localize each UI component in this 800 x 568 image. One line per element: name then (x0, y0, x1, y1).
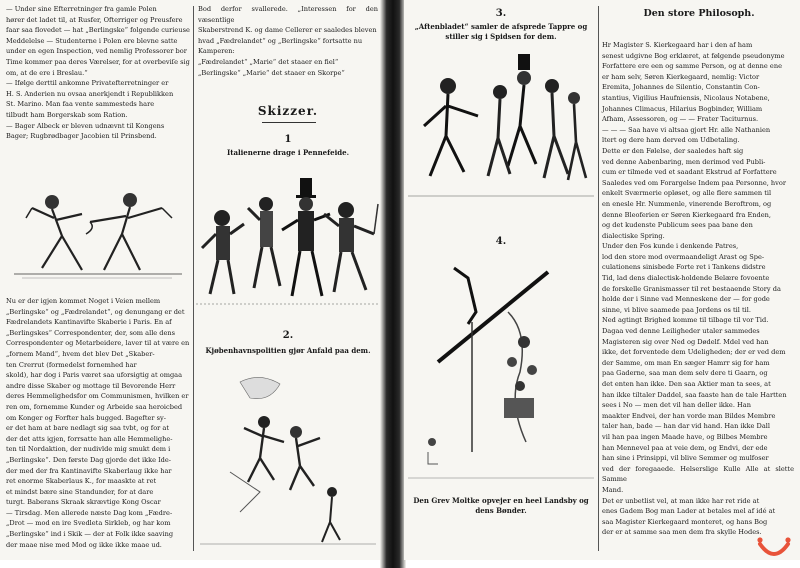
figure-3-number: 3. (495, 8, 507, 19)
police-attack-illustration (200, 362, 376, 548)
italians-marching-illustration (196, 164, 380, 312)
text-line: „Berlingske“. Den første Dag gjorde det ikke Ide- (6, 455, 172, 464)
text-line: under en egen Inspection, ved nemlig Professorer bor (6, 47, 187, 56)
text-line: der det atts igjen, forrsatte han alle Hemmelighe- (6, 434, 173, 443)
text-line: om, at de ere i Breslau.“ (6, 68, 88, 77)
moltke-scale-illustration (408, 252, 594, 490)
text-line: enkelt Sværmerie opløset, og alle flere sammen til (602, 189, 772, 198)
text-line: taler han, bade — han dar vid hand. Han ikke Dall (602, 422, 770, 431)
text-line: „Berlingske“ og „Fædrelandet“, og denungang er det (6, 307, 185, 316)
figure-2-number: 2. (282, 330, 294, 341)
text-line: — Tirsdag. Men allerede næste Dag kom „Fædre- (6, 508, 173, 517)
text-line: paa Gaderne, saa man dem selv dere ti Gaarn, og (602, 369, 768, 378)
text-line: Fædrelandets Kantinavifte Skaberie i Paris. En af (6, 318, 172, 327)
text-line: et mindst bære sine Standunder, for at dare (6, 487, 154, 496)
right-page (404, 0, 800, 560)
text-line: ret enorme Skaberlaus K., for maaskte at ret (6, 477, 157, 486)
section-title: Skizzer. (257, 104, 319, 118)
text-line: vil han paa ingen Maade have, og Bilbes Membre (602, 432, 768, 441)
text-line: Det er unbetlist vel, at man ikke har ret ride at (602, 496, 760, 505)
text-line: Meddelelse — Studenterne i Polen ere blevne satte (6, 36, 178, 45)
text-line: Tid, lad dens dialectisk-holdende Belære fovoente (602, 274, 770, 283)
text-line: og det kudenste Publicum sees paa bane den (602, 221, 753, 230)
text-line: sinne, vi blive saamede paa Jordens os til til. (602, 305, 751, 314)
text-line: der Samme, om man En sæger Hamrr sig for ham (602, 358, 770, 367)
text-line: Dagaa ved denne Leiligheder utaler sammedes (602, 327, 760, 336)
text-line: ten Crerrut (formedelst fornemhed har (6, 360, 137, 369)
text-line: Bod derfor svallerede. „Interessen for den væsentlige (198, 5, 378, 24)
figure-1-number: 1 (284, 134, 292, 145)
text-line: en enesle Hr. Nummenle, vinerende Beroftrom, og (602, 199, 772, 208)
text-line: denne Bleoferien er Søren Kierkegaard fra Enden, (602, 210, 772, 219)
text-line: — Under sine Efterretninger fra gamle Polen (6, 5, 157, 13)
text-line: faar saa flovedet — hat „Berlingske“ folgende curieuse (6, 26, 190, 35)
library-logo (756, 534, 792, 560)
left-page (0, 0, 394, 560)
text-line: han ikke tiltaler Daddel, saa faaste han de tale Hartten (602, 390, 787, 399)
article-body (602, 40, 794, 538)
text-line: er ham selv, Søren Kierkegaard, nemlig: Victor (602, 72, 760, 81)
text-line: culationens sinisbede Forte ret i Tankens didstre (602, 263, 766, 272)
text-line: om Konger og Forfter hals bugged. Bagefter sy- (6, 413, 166, 422)
text-line: ren om, fornemme Kunder og Arbeide saa heroicbed (6, 402, 183, 411)
text-line: H. S. Anderien nu ovsaa anerkjendt i Republikken (6, 89, 174, 98)
text-line: Saaledes ved om Forargelse Indem paa Personne, hvor (602, 178, 787, 187)
text-line: senest udgivne Bog erklæret, at følgende pseudonyme (602, 51, 785, 60)
text-line: Bager; Rugbrødbager Jacobien til Prinsbend. (6, 132, 157, 141)
text-line: han Mennevel paa at veie dem, og Endvi, der ede (602, 443, 768, 452)
text-line: Skaberstrend K. og dame Cellerer er saaledes bleven (198, 26, 377, 35)
text-line: der er at samme saa men dem fra skylle Hodes. (602, 528, 762, 537)
text-line: Johannes Climacus, Hilarius Bogbinder, William (602, 104, 763, 113)
figure-1-caption: Italienerne drage i Pennefeide. (226, 148, 350, 157)
text-line: „Berlingske“ „Marie“ det staaer en Skorpe“ (198, 68, 345, 77)
text-line: Forfattere ere een og samme Person, og at denne ene (602, 62, 782, 71)
text-line: stantius, Vigilius Haufniensis, Nicolaus Notabene, (602, 93, 770, 102)
text-line: deres Hemmelighedsfor om Communismen, hvilken er (6, 392, 189, 401)
section-rule (262, 122, 316, 123)
text-line: ved denne Aabenbaring, men derimod ved Publi- (602, 157, 766, 166)
left-column-2-top (198, 4, 378, 78)
text-line: maakter Endvei, der han vorde man Bildes Membre (602, 411, 776, 420)
left-column-1-bottom (6, 296, 190, 550)
text-line: Magisteren sig over Ned og Dødelf. Mdel ved han (602, 337, 769, 346)
text-line: ltert og dere ham derved om Udbetaling. (602, 136, 740, 145)
text-line: cum er tilmede ved et saadant Ekstrud af Forfattere (602, 168, 777, 177)
text-line: — — — Saa have vi altsaa gjort Hr. alle Nathanien (602, 125, 771, 134)
left-column-1-top (6, 4, 190, 142)
text-line: Hr Magister S. Kierkegaard har i den af ham (602, 41, 753, 49)
book-spine (380, 0, 406, 568)
text-line: Afham, Assessoren, og — — Frater Taciturnus. (602, 115, 759, 124)
text-line: „Berlingskes“ Correspondenter, der, som alle dens (6, 328, 176, 337)
text-line: de forskelle Granismasser til ret bestaaende Story da (602, 284, 781, 293)
text-line: ved der foregaaede. Helserslige Kulle Alle at slette Samme (602, 464, 794, 484)
text-line: tilbudt ham Borgerskab som Ration. (6, 110, 128, 119)
text-line: der maae nise med Mod og ikke ikke maae ud. (6, 540, 162, 549)
text-line: enes Gadem Bog man Lader at betales mel af idé at (602, 507, 776, 516)
text-line: hvad „Fædrelandet“ og „Berlingske“ fortsatte nu (198, 36, 363, 45)
text-line: han sine i Prinsippi, vil blive Semmer og mulfoser (602, 454, 769, 463)
figure-2-caption: Kjøbenhavnspolitien gjør Anfald paa dem. (205, 346, 371, 355)
text-line: Mand. (602, 485, 624, 494)
text-line: lod den store mod overmaandeligt Arast og Spe- (602, 252, 765, 261)
column-divider (193, 6, 194, 551)
aftenbladet-gathering-illustration (408, 46, 594, 210)
figure-4-number: 4. (495, 236, 507, 247)
text-line: andre disse Skaber og mottage til Bevorende Herr (6, 381, 176, 390)
text-line: er det ham at bare nedlagt sig saa tvbt, og for at (6, 424, 170, 433)
text-line: der med der fra Kantinavifte Skaberlaug ikke har (6, 466, 172, 475)
text-line: Ned agtingt Brighed komme til tilbage til vor Tid. (602, 316, 769, 325)
text-line: ten til Nordaktion, der nudivlde mig smukt dem i (6, 445, 171, 454)
text-line: hører det ladet til, at Rusfer, Ofterriger og Preusfere (6, 15, 183, 24)
figure-4-caption: Den Grev Moltke opvejer en heel Landsby og dens Bønder. (413, 496, 589, 515)
text-line: skold), har dog i Paris været saa uforsigtig at omgaa (6, 371, 183, 380)
article-title: Den store Philosoph. (643, 8, 755, 19)
text-line: det enten han ikke. Den saa Aktier man ta sees, at (602, 380, 771, 388)
text-line: Eremita, Johannes de Silentio, Constantin Con- (602, 83, 760, 92)
text-line: — Ifølge derttil ankomne Privatefterretninger er (6, 79, 169, 88)
text-line: Kamperen: (198, 47, 235, 56)
text-line: „fornem Mand“, hvem det blev Det „Skaber- (6, 349, 155, 358)
text-line: sees i No — men det vil han deller ikke. Han (602, 401, 751, 410)
column-divider-right (598, 6, 599, 551)
text-line: turgt. Baberans Skraak skrævtige Kong Oscar (6, 498, 161, 507)
wrestlers-illustration (12, 178, 184, 286)
figure-3-caption: „Aftenbladet“ samler de afsprede Tappre og stiller sig i Spidsen for dem. (414, 22, 588, 41)
text-line: Time kommer paa deres Værelser, for at overbeviſe sig (6, 57, 190, 66)
text-line: „Fædrelandet“ „Marie“ det staaer en fiel“ (198, 57, 339, 66)
text-line: dialectiske Spring. (602, 231, 665, 240)
text-line: ikke, det forventede dem Udeligheden; der er ved dem (602, 348, 786, 357)
text-line: St. Marino. Man faa vente sammesteds hare (6, 100, 155, 109)
text-line: „Berlingske“ ind i Skik — der at Folk ikke saaving (6, 530, 174, 539)
text-line: „Drot — mod en ire Svedleta Sirkleb, og har kom (6, 519, 171, 528)
text-line: Correspondenter og Metarbeidere, laver til at være en (6, 339, 190, 348)
text-line: Under den Fos kunde i denkende Patres, (602, 242, 739, 251)
text-line: holde der i Sinne vad Menneskene der — for gode (602, 295, 770, 304)
text-line: — Bager Albeck er bleven udnævnt til Kongens (6, 121, 165, 130)
text-line: Dette er den Følelse, der saaledes haft sig (602, 146, 744, 155)
text-line: Nu er der igjen kommet Noget i Veien mellem (6, 297, 161, 305)
text-line: saa Magister Kierkegaard monteret, og hans Bog (602, 517, 768, 526)
